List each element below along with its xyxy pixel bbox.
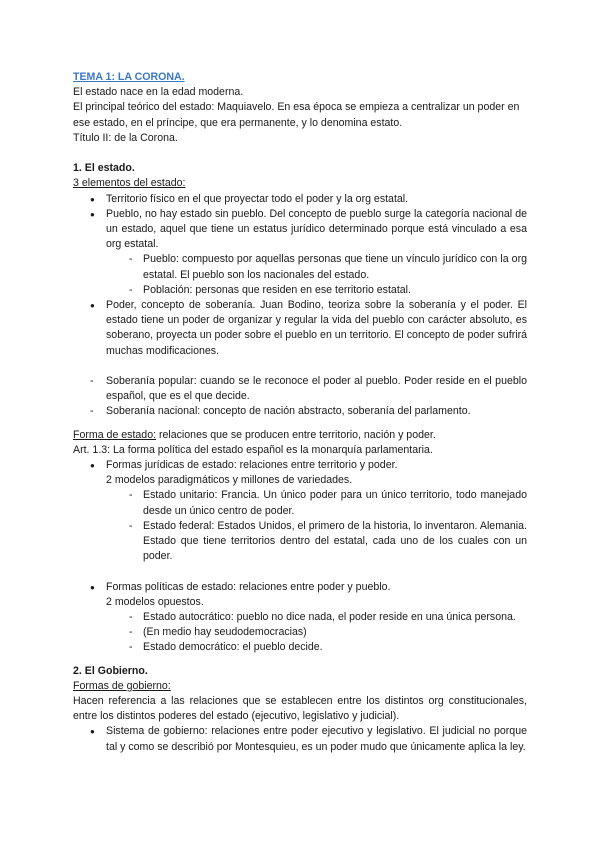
estado-federal: Estado federal: Estados Unidos, el primero de la historia, lo inventaron. Alemania. Estado que tiene territorios dentro del estatal, cada uno de los cuales con un poder. [143,519,527,563]
forma-de-estado-label: Forma de estado: [73,428,157,441]
sistema-de-gobierno: Sistema de gobierno: relaciones entre poder ejecutivo y legislativo. El judicial no porque tal y como se describió por Montesquieu, es un poder mudo que únicamente aplica la ley. [106,725,527,753]
dash-marker: - [129,641,133,654]
bullet-icon: ● [90,301,95,311]
intro-line-1: El estado nace en la edad moderna. [73,86,244,99]
list-item [73,298,527,359]
list-item [73,610,527,625]
forma-de-estado [73,428,527,443]
dash-marker: - [90,405,94,418]
list-item [73,283,527,298]
bullet-icon: ● [90,194,95,204]
dash-marker: - [90,375,94,388]
document-title: TEMA 1: LA CORONA. [73,71,185,83]
list-item [73,207,527,253]
section-1-subheading: 3 elementos del estado: [73,177,186,190]
intro-line-3: Título II: de la Corona. [73,131,178,144]
estado-democratico: Estado democrático: el pueblo decide. [143,641,323,654]
section-1-heading: 1. El estado. [73,162,135,175]
formas-politicas-sub: 2 modelos opuestos. [106,595,204,608]
dash-marker: - [129,283,133,296]
intro-line-2: El principal teórico del estado: Maquiavelo. En esa época se empieza a centralizar un poder en ese estado, en el príncipe, que era permanente, y lo denomina estato. [73,101,520,129]
estado-unitario: Estado unitario: Francia. Un único poder para un único territorio, todo manejado desde un único centro de poder. [143,489,527,517]
list-item [73,404,527,419]
sub-item-poblacion: Población: personas que residen en ese territorio estatal. [143,283,411,296]
list-item [73,192,527,207]
formas-juridicas-sub: 2 modelos paradigmáticos y millones de variedades. [106,474,353,487]
soberania-popular: Soberanía popular: cuando se le reconoce el poder al pueblo. Poder reside en el pueblo español, que es el que decide. [106,375,527,403]
list-item [73,724,527,754]
formas-gobierno-paragraph: Hacen referencia a las relaciones que se establecen entre los distintos org constitucionales, entre los distintos poderes del estado (ejecutivo, legislativo y judicial). [73,695,527,723]
sub-item-pueblo: Pueblo: compuesto por aquellas personas que tiene un vínculo jurídico con la org estatal. El pueblo son los nacionales del estado. [143,253,527,281]
bullet-territorio: Territorio físico en el que proyectar todo el poder y la org estatal. [106,192,409,205]
bullet-poder: Poder, concepto de soberanía. Juan Bodino, teoriza sobre la soberanía y el poder. El estado tiene un poder de organizar y regular la vida del pueblo con carácter absoluto, es soberano, proyecta un poder sobre el pueblo en un territorio. El concepto de poder sufrirá muchas modificaciones. [106,299,527,357]
dash-marker: - [129,253,133,266]
dash-marker: - [129,626,133,639]
bullet-icon: ● [90,727,95,737]
forma-de-estado-text: relaciones que se producen entre territorio, nación y poder. [156,428,436,441]
list-item [73,488,527,518]
bullet-pueblo: Pueblo, no hay estado sin pueblo. Del concepto de pueblo surge la categoría nacional de un estado, aquel que tiene un estatus jurídico determinado porque está vinculado a esa org estatal. [106,207,527,251]
estado-autocratico: Estado autocrático: pueblo no dice nada, el poder reside en una única persona. [143,611,516,624]
formas-juridicas: Formas jurídicas de estado: relaciones entre territorio y poder. [106,459,398,472]
bullet-icon: ● [90,461,95,471]
list-item [73,580,527,595]
list-item [73,625,527,640]
dash-marker: - [129,611,133,624]
section-2-heading: 2. El Gobierno. [73,664,148,677]
dash-marker: - [129,489,133,502]
section-2-subheading: Formas de gobierno: [73,679,171,692]
list-item [73,640,527,655]
dash-marker: - [129,519,133,532]
formas-politicas: Formas políticas de estado: relaciones entre poder y pueblo. [106,580,391,593]
list-item [73,458,527,473]
soberania-nacional: Soberanía nacional: concepto de nación abstracto, soberanía del parlamento. [106,405,471,418]
document-body [73,70,527,755]
bullet-icon: ● [90,209,95,219]
list-item [73,519,527,565]
list-item [73,252,527,282]
list-item [73,374,527,404]
article-1-3: Art. 1.3: La forma política del estado español es la monarquía parlamentaria. [73,443,433,456]
bullet-icon: ● [90,582,95,592]
seudodemocracias: (En medio hay seudodemocracias) [143,626,307,639]
